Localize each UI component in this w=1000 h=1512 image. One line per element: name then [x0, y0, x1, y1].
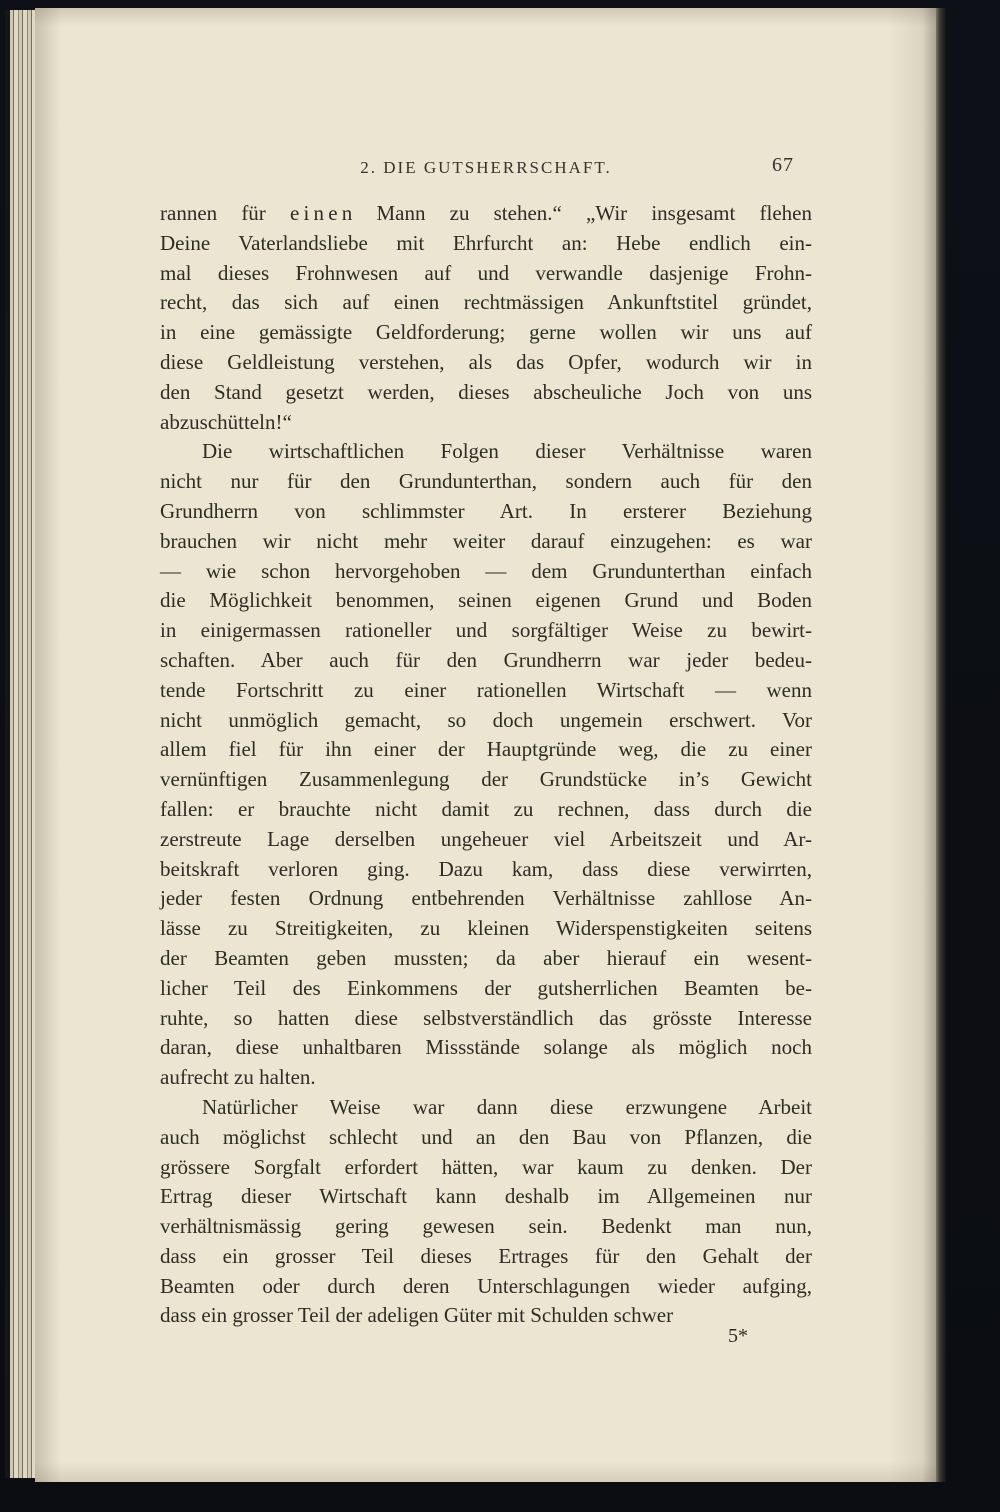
text-line: jeder festen Ordnung entbehrenden Verhältnisse zahllose An-	[160, 886, 812, 911]
text-line: fallen: er brauchte nicht damit zu rechnen, dass durch die	[160, 796, 812, 821]
right-page-edge	[936, 8, 946, 1482]
text-line: nicht unmöglich gemacht, so doch ungemein erschwert. Vor	[160, 707, 812, 732]
text-line: nicht nur für den Grundunterthan, sondern auch für den	[160, 469, 812, 494]
text-line: aufrecht zu halten.	[160, 1065, 316, 1090]
text-line: zerstreute Lage derselben ungeheuer viel Arbeitszeit und Ar-	[160, 826, 812, 851]
page-number: 67	[772, 154, 794, 176]
text-line: beitskraft verloren ging. Dazu kam, dass diese verwirrten,	[160, 856, 812, 881]
text-line: dass ein grosser Teil der adeligen Güter mit Schulden schwer	[160, 1303, 674, 1328]
paragraph	[160, 199, 812, 437]
text-line: brauchen wir nicht mehr weiter darauf einzugehen: es war	[160, 528, 812, 553]
text-line: recht, das sich auf einen rechtmässigen Ankunftstitel gründet,	[160, 290, 812, 315]
text-line: Natürlicher Weise war dann diese erzwungene Arbeit	[202, 1094, 812, 1119]
text-line: Grundherrn von schlimmster Art. In ersterer Beziehung	[160, 498, 812, 523]
text-line: dass ein grosser Teil dieses Ertrages für den Gehalt der	[160, 1243, 812, 1268]
scanned-page	[35, 8, 936, 1482]
text-line: licher Teil des Einkommens der gutsherrlichen Beamten be-	[160, 975, 812, 1000]
text-line: in einigermassen rationeller und sorgfältiger Weise zu bewirt-	[160, 618, 812, 643]
text-line: ruhte, so hatten diese selbstverständlich das grösste Interesse	[160, 1005, 812, 1030]
text-line: daran, diese unhaltbaren Missstände solange als möglich noch	[160, 1035, 812, 1060]
text-line: allem fiel für ihn einer der Hauptgründe weg, die zu einer	[160, 737, 812, 762]
text-line: rannen für e i n e n Mann zu stehen.“ „Wir insgesamt flehen	[160, 201, 812, 225]
text-line: diese Geldleistung verstehen, als das Opfer, wodurch wir in	[160, 349, 812, 374]
text-line: abzuschütteln!“	[160, 409, 292, 434]
text-line: grössere Sorgfalt erfordert hätten, war kaum zu denken. Der	[160, 1154, 812, 1179]
text-line: auch möglichst schlecht und an den Bau von Pflanzen, die	[160, 1124, 812, 1149]
text-line: verhältnismässig gering gewesen sein. Bedenkt man nun,	[160, 1214, 812, 1239]
text-line: Die wirtschaftlichen Folgen dieser Verhältnisse waren	[202, 439, 812, 464]
text-line: Ertrag dieser Wirtschaft kann deshalb im Allgemeinen nur	[160, 1184, 812, 1209]
text-line: die Möglichkeit benommen, seinen eigenen Grund und Boden	[160, 588, 812, 613]
signature-mark-row	[160, 1321, 812, 1351]
paragraph	[160, 1093, 812, 1331]
text-line: lässe zu Streitigkeiten, zu kleinen Widerspenstigkeiten seitens	[160, 916, 812, 941]
text-line: — wie schon hervorgehoben — dem Grundunterthan einfach	[160, 558, 812, 583]
text-line: der Beamten geben mussten; da aber hierauf ein wesent-	[160, 945, 812, 970]
chapter-title: 2. DIE GUTSHERRSCHAFT.	[360, 158, 612, 177]
signature-mark: 5*	[728, 1325, 748, 1347]
text-line: Deine Vaterlandsliebe mit Ehrfurcht an: Hebe endlich ein-	[160, 230, 812, 255]
text-line: schaften. Aber auch für den Grundherrn war jeder bedeu-	[160, 647, 812, 672]
text-block	[160, 199, 812, 1331]
text-line: Beamten oder durch deren Unterschlagungen wieder aufging,	[160, 1273, 812, 1298]
running-header	[160, 154, 812, 180]
text-line: in eine gemässigte Geldforderung; gerne wollen wir uns auf	[160, 320, 812, 345]
text-line: tende Fortschritt zu einer rationellen Wirtschaft — wenn	[160, 677, 812, 702]
paragraph	[160, 437, 812, 1093]
text-line: mal dieses Frohnwesen auf und verwandle dasjenige Frohn-	[160, 260, 812, 285]
text-line: den Stand gesetzt werden, dieses abscheuliche Joch von uns	[160, 379, 812, 404]
text-line: vernünftigen Zusammenlegung der Grundstücke in’s Gewicht	[160, 767, 812, 792]
